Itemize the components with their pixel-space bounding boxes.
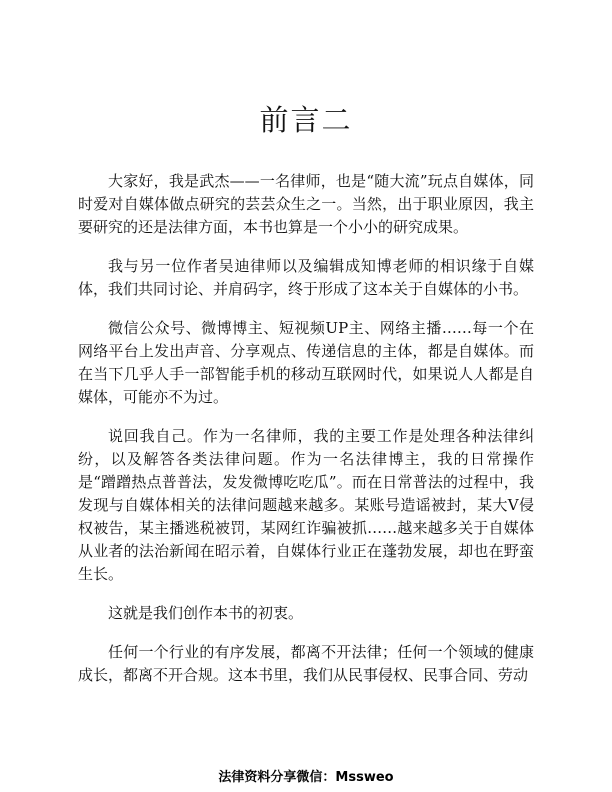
- footer-watermark: 法律资料分享微信：Mssweo: [218, 770, 394, 785]
- page-title: 前言二: [259, 103, 353, 137]
- paragraph: 任何一个行业的有序发展，都离不开法律；任何一个领域的健康成长，都离不开合规。这本书里，我们从民事侵权、民事合同、劳动: [78, 643, 534, 684]
- body-text: [78, 170, 534, 703]
- paragraph: 我与另一位作者吴迪律师以及编辑成知博老师的相识缘于自媒体，我们共同讨论、并肩码字，终于形成了这本关于自媒体的小书。: [78, 257, 534, 298]
- paragraph: 这就是我们创作本书的初衷。: [108, 604, 304, 622]
- paragraph: 微信公众号、微博博主、短视频UP主、网络主播……每一个在网络平台上发出声音、分享观点、传递信息的主体，都是自媒体。而在当下几乎人手一部智能手机的移动互联网时代，如果说人人都是自媒体，可能亦不为过。: [78, 319, 534, 406]
- paragraph: 说回我自己。作为一名律师，我的主要工作是处理各种法律纠纷，以及解答各类法律问题。作为一名法律博主，我的日常操作是“蹭蹭热点普普法，发发微博吃吃瓜”。而在日常普法的过程中，我发现与自媒体相关的法律问题越来越多。某账号造谣被封，某大V侵权被告，某主播逃税被罚，某网红诈骗被抓……越来越多关于自媒体从业者的法治新闻在昭示着，自媒体行业正在蓬勃发展，却也在野蛮生长。: [78, 427, 534, 583]
- paragraph: 大家好，我是武杰——一名律师，也是“随大流”玩点自媒体，同时爱对自媒体做点研究的芸芸众生之一。当然，出于职业原因，我主要研究的还是法律方面，本书也算是一个小小的研究成果。: [78, 172, 534, 236]
